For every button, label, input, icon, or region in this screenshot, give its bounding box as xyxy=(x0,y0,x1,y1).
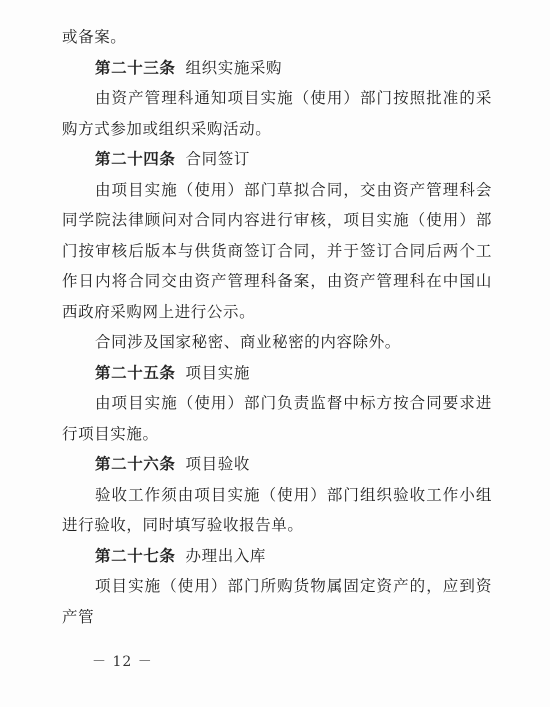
page-number: － 12 － xyxy=(92,654,153,670)
article-number: 第二十五条 xyxy=(95,362,176,382)
article-heading-25 xyxy=(62,358,492,389)
article-number: 第二十六条 xyxy=(95,454,176,473)
article-paragraph: 由资产管理科通知项目实施（使用）部门按照批准的采购方式参加或组织采购活动。 xyxy=(62,89,492,138)
document-body xyxy=(62,22,492,632)
article-title: 项目实施 xyxy=(185,363,250,382)
article-heading-27 xyxy=(62,541,492,572)
article-number: 第二十七条 xyxy=(95,545,176,565)
article-paragraph: 项目实施（使用）部门所购货物属固定资产的，应到资产管 xyxy=(62,577,492,626)
continued-text: 或备案。 xyxy=(62,28,127,46)
article-paragraph: 合同涉及国家秘密、商业秘密的内容除外。 xyxy=(95,333,401,351)
article-heading-23 xyxy=(62,53,492,84)
article-title: 办理出入库 xyxy=(185,546,267,565)
article-paragraph: 由项目实施（使用）部门草拟合同，交由资产管理科会同学院法律顾问对合同内容进行审核，项目实施（使用）部门按审核后版本与供货商签订合同，并于签订合同后两个工作日内将合同交由资产管理科备案，由资产管理科在中国山西政府采购网上进行公示。 xyxy=(62,180,492,321)
article-paragraph: 由项目实施（使用）部门负责监督中标方按合同要求进行项目实施。 xyxy=(62,394,492,443)
article-heading-26 xyxy=(62,449,492,480)
article-paragraph: 验收工作须由项目实施（使用）部门组织验收工作小组进行验收，同时填写验收报告单。 xyxy=(62,485,492,534)
article-title: 合同签订 xyxy=(185,150,250,168)
article-title: 组织实施采购 xyxy=(185,58,283,77)
article-title: 项目验收 xyxy=(185,455,250,473)
article-number: 第二十四条 xyxy=(95,149,176,168)
article-heading-24 xyxy=(62,144,492,175)
article-number: 第二十三条 xyxy=(95,57,176,77)
